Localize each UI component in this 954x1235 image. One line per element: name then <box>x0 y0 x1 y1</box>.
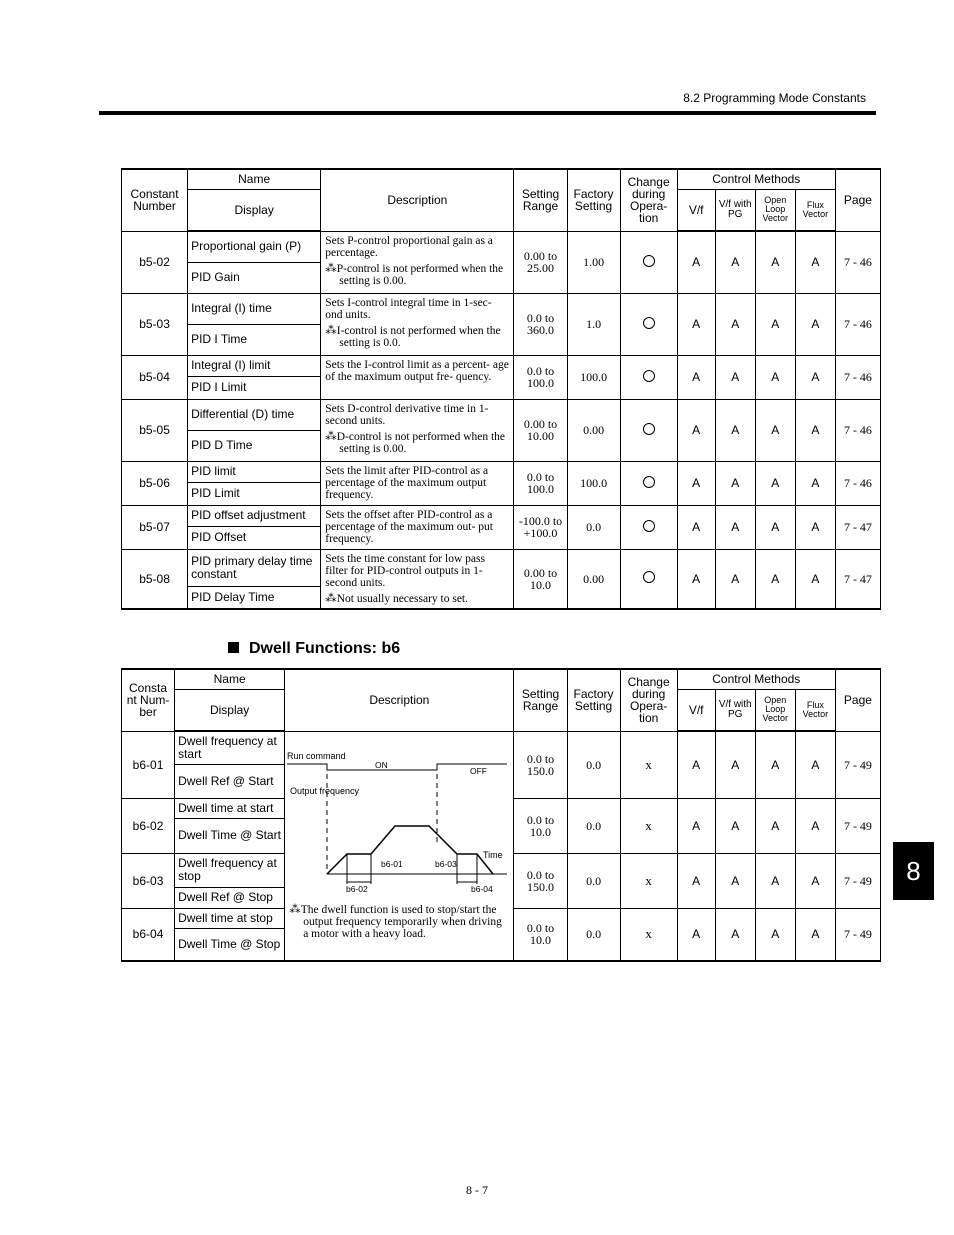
setting-range: 0.0 to 150.0 <box>514 731 567 798</box>
setting-range: 0.0 to 10.0 <box>514 798 567 853</box>
b5-constants-table <box>121 168 881 610</box>
constant-description <box>321 549 514 609</box>
vf-method: A <box>677 461 715 505</box>
constant-number: b5-03 <box>122 293 188 355</box>
constant-name: Integral (I) limit <box>188 355 321 376</box>
dwell-timing-diagram <box>285 732 513 904</box>
col-setting-range: Setting Range <box>514 669 567 731</box>
vf-pg-method: A <box>715 853 755 908</box>
description-text: Sets the time constant for low pass filter for PID-control outputs in 1-second units. <box>325 552 485 589</box>
flux-vector-method: A <box>795 549 835 609</box>
time-label: Time <box>483 849 503 860</box>
run-command-label: Run command <box>287 750 346 761</box>
col-constant-number: Consta nt Num- ber <box>122 669 175 731</box>
constant-name: Integral (I) time <box>188 293 321 324</box>
col-change-during-operation: Change during Opera- tion <box>620 669 677 731</box>
flux-vector-method: A <box>795 505 835 549</box>
description-text: Sets the limit after PID-control as a percentage of the maximum output frequency. <box>325 464 489 501</box>
section-title: Dwell Functions: b6 <box>228 640 400 658</box>
vf-pg-method: A <box>715 355 755 399</box>
change-not-allowed-mark: x <box>620 908 677 961</box>
change-not-allowed-mark: x <box>620 731 677 798</box>
constant-display: Dwell Ref @ Stop <box>175 887 285 908</box>
constant-name: PID offset adjustment <box>188 505 321 526</box>
open-loop-vector-method: A <box>755 461 795 505</box>
constant-name: Dwell time at stop <box>175 908 285 928</box>
page-reference: 7 - 47 <box>835 549 880 609</box>
b6-02-label: b6-02 <box>346 883 368 894</box>
constant-display: Dwell Time @ Start <box>175 818 285 853</box>
flux-vector-method: A <box>795 798 835 853</box>
description-note: ⁂Not usually necessary to set. <box>325 592 468 605</box>
factory-setting: 0.0 <box>567 908 620 961</box>
setting-range: 0.00 to 10.0 <box>514 549 567 609</box>
factory-setting: 0.0 <box>567 798 620 853</box>
constant-name: Dwell frequency at start <box>175 731 285 764</box>
flux-vector-method: A <box>795 908 835 961</box>
vf-method: A <box>677 798 715 853</box>
col-factory-setting: Factory Setting <box>567 169 620 231</box>
constant-display: PID I Limit <box>188 376 321 399</box>
open-loop-vector-method: A <box>755 293 795 355</box>
setting-range: 0.00 to 25.00 <box>514 231 567 293</box>
factory-setting: 0.00 <box>567 399 620 461</box>
setting-range: 0.0 to 360.0 <box>514 293 567 355</box>
vf-pg-method: A <box>715 731 755 798</box>
vf-pg-method: A <box>715 505 755 549</box>
vf-method: A <box>677 355 715 399</box>
description-text: Sets the offset after PID-control as a percentage of the maximum out- put frequency. <box>325 508 493 545</box>
change-allowed-circle-icon <box>620 461 677 505</box>
page-reference: 7 - 47 <box>835 505 880 549</box>
col-setting-range: Setting Range <box>514 169 567 231</box>
vf-method: A <box>677 231 715 293</box>
factory-setting: 0.0 <box>567 505 620 549</box>
flux-vector-method: A <box>795 355 835 399</box>
page-reference: 7 - 46 <box>835 461 880 505</box>
setting-range: -100.0 to +100.0 <box>514 505 567 549</box>
constant-number: b6-02 <box>122 798 175 853</box>
vf-method: A <box>677 853 715 908</box>
open-loop-vector-method: A <box>755 549 795 609</box>
col-description: Description <box>321 169 514 231</box>
vf-method: A <box>677 399 715 461</box>
constant-display: PID Limit <box>188 482 321 505</box>
flux-vector-method: A <box>795 399 835 461</box>
col-display: Display <box>188 189 321 231</box>
description-text: Sets the I-control limit as a percent- age of the maximum output fre- quency. <box>325 358 509 383</box>
col-control-methods: Control Methods <box>677 169 835 189</box>
constant-name: PID primary delay time constant <box>188 549 321 586</box>
vf-pg-method: A <box>715 461 755 505</box>
open-loop-vector-method: A <box>755 231 795 293</box>
flux-vector-method: A <box>795 231 835 293</box>
constant-display: PID I Time <box>188 324 321 355</box>
page-reference: 7 - 46 <box>835 355 880 399</box>
open-loop-vector-method: A <box>755 731 795 798</box>
vf-pg-method: A <box>715 549 755 609</box>
change-allowed-circle-icon <box>620 399 677 461</box>
factory-setting: 0.0 <box>567 731 620 798</box>
constant-description <box>321 231 514 293</box>
b6-03-label: b6-03 <box>435 858 457 869</box>
change-allowed-circle-icon <box>620 549 677 609</box>
constant-name: Dwell frequency at stop <box>175 853 285 887</box>
description-text: Sets D-control derivative time in 1-second units. <box>325 402 489 427</box>
flux-vector-method: A <box>795 293 835 355</box>
setting-range: 0.00 to 10.00 <box>514 399 567 461</box>
constant-number: b5-04 <box>122 355 188 399</box>
description-note: ⁂I-control is not performed when the setting is 0.0. <box>325 324 501 349</box>
b6-01-label: b6-01 <box>381 858 403 869</box>
open-loop-vector-method: A <box>755 853 795 908</box>
b6-constants-table <box>121 668 881 962</box>
change-allowed-circle-icon <box>620 293 677 355</box>
change-not-allowed-mark: x <box>620 853 677 908</box>
setting-range: 0.0 to 10.0 <box>514 908 567 961</box>
flux-vector-method: A <box>795 461 835 505</box>
constant-number: b5-02 <box>122 231 188 293</box>
constant-display: Dwell Time @ Stop <box>175 928 285 961</box>
page-number: 8 - 7 <box>466 1183 488 1197</box>
description-text: Sets I-control integral time in 1-sec- ond units. <box>325 296 492 321</box>
b6-04-label: b6-04 <box>471 883 493 894</box>
factory-setting: 1.0 <box>567 293 620 355</box>
col-page: Page <box>835 169 880 231</box>
open-loop-vector-method: A <box>755 399 795 461</box>
constant-number: b5-05 <box>122 399 188 461</box>
page-reference: 7 - 49 <box>835 853 880 908</box>
constant-number: b5-08 <box>122 549 188 609</box>
output-frequency-curve <box>327 826 493 874</box>
col-description: Description <box>285 669 514 731</box>
open-loop-vector-method: A <box>755 908 795 961</box>
output-frequency-label: Output frequency <box>290 785 360 796</box>
setting-range: 0.0 to 100.0 <box>514 355 567 399</box>
off-label: OFF <box>470 765 488 776</box>
chapter-tab: 8 <box>893 842 934 900</box>
on-label: ON <box>375 759 388 770</box>
description-note: ⁂P-control is not performed when the setting is 0.00. <box>325 262 504 287</box>
constant-display: PID Delay Time <box>188 586 321 608</box>
constant-name: Proportional gain (P) <box>188 231 321 262</box>
col-change-during-operation: Change during Opera- tion <box>620 169 677 231</box>
vf-pg-method: A <box>715 798 755 853</box>
col-open-loop-vector: Open Loop Vector <box>755 189 795 231</box>
constant-display: PID Offset <box>188 526 321 549</box>
vf-pg-method: A <box>715 293 755 355</box>
open-loop-vector-method: A <box>755 505 795 549</box>
open-loop-vector-method: A <box>755 798 795 853</box>
open-loop-vector-method: A <box>755 355 795 399</box>
vf-method: A <box>677 293 715 355</box>
page-reference: 7 - 46 <box>835 293 880 355</box>
flux-vector-method: A <box>795 731 835 798</box>
constant-description <box>321 293 514 355</box>
header-rule <box>99 111 876 115</box>
constant-display: Dwell Ref @ Start <box>175 764 285 798</box>
constant-number: b5-07 <box>122 505 188 549</box>
page-reference: 7 - 46 <box>835 399 880 461</box>
factory-setting: 0.0 <box>567 853 620 908</box>
constant-display: PID D Time <box>188 430 321 461</box>
constant-name: Differential (D) time <box>188 399 321 430</box>
factory-setting: 0.00 <box>567 549 620 609</box>
constant-number: b6-04 <box>122 908 175 961</box>
vf-pg-method: A <box>715 908 755 961</box>
col-vf-pg: V/f with PG <box>715 689 755 731</box>
constant-number: b6-01 <box>122 731 175 798</box>
col-constant-number: Constant Number <box>122 169 188 231</box>
constant-description <box>321 399 514 461</box>
page-reference: 7 - 46 <box>835 231 880 293</box>
col-name: Name <box>175 669 285 689</box>
vf-method: A <box>677 908 715 961</box>
constant-display: PID Gain <box>188 262 321 293</box>
col-flux-vector: Flux Vector <box>795 189 835 231</box>
constant-number: b6-03 <box>122 853 175 908</box>
page-reference: 7 - 49 <box>835 798 880 853</box>
factory-setting: 100.0 <box>567 461 620 505</box>
constant-description <box>321 461 514 505</box>
description-text: Sets P-control proportional gain as a percentage. <box>325 234 493 259</box>
change-allowed-circle-icon <box>620 231 677 293</box>
col-display: Display <box>175 689 285 731</box>
vf-method: A <box>677 549 715 609</box>
vf-pg-method: A <box>715 399 755 461</box>
col-open-loop-vector: Open Loop Vector <box>755 689 795 731</box>
constant-name: Dwell time at start <box>175 798 285 818</box>
vf-method: A <box>677 505 715 549</box>
col-vf: V/f <box>677 189 715 231</box>
description-note: ⁂D-control is not performed when the setting is 0.00. <box>325 430 506 455</box>
col-vf-pg: V/f with PG <box>715 189 755 231</box>
setting-range: 0.0 to 150.0 <box>514 853 567 908</box>
dwell-function-description <box>285 731 514 961</box>
change-not-allowed-mark: x <box>620 798 677 853</box>
setting-range: 0.0 to 100.0 <box>514 461 567 505</box>
col-factory-setting: Factory Setting <box>567 669 620 731</box>
col-page: Page <box>835 669 880 731</box>
constant-description <box>321 505 514 549</box>
vf-method: A <box>677 731 715 798</box>
col-flux-vector: Flux Vector <box>795 689 835 731</box>
dwell-note: ⁂The dwell function is used to stop/start the output frequency temporarily when driving a motor with a heavy load. <box>289 903 502 940</box>
factory-setting: 1.00 <box>567 231 620 293</box>
section-header: 8.2 Programming Mode Constants <box>683 91 866 105</box>
constant-description <box>321 355 514 399</box>
flux-vector-method: A <box>795 853 835 908</box>
col-name: Name <box>188 169 321 189</box>
change-allowed-circle-icon <box>620 505 677 549</box>
factory-setting: 100.0 <box>567 355 620 399</box>
vf-pg-method: A <box>715 231 755 293</box>
col-control-methods: Control Methods <box>677 669 835 689</box>
square-bullet-icon <box>228 642 239 653</box>
constant-number: b5-06 <box>122 461 188 505</box>
change-allowed-circle-icon <box>620 355 677 399</box>
col-vf: V/f <box>677 689 715 731</box>
page-reference: 7 - 49 <box>835 908 880 961</box>
page-reference: 7 - 49 <box>835 731 880 798</box>
constant-name: PID limit <box>188 461 321 482</box>
